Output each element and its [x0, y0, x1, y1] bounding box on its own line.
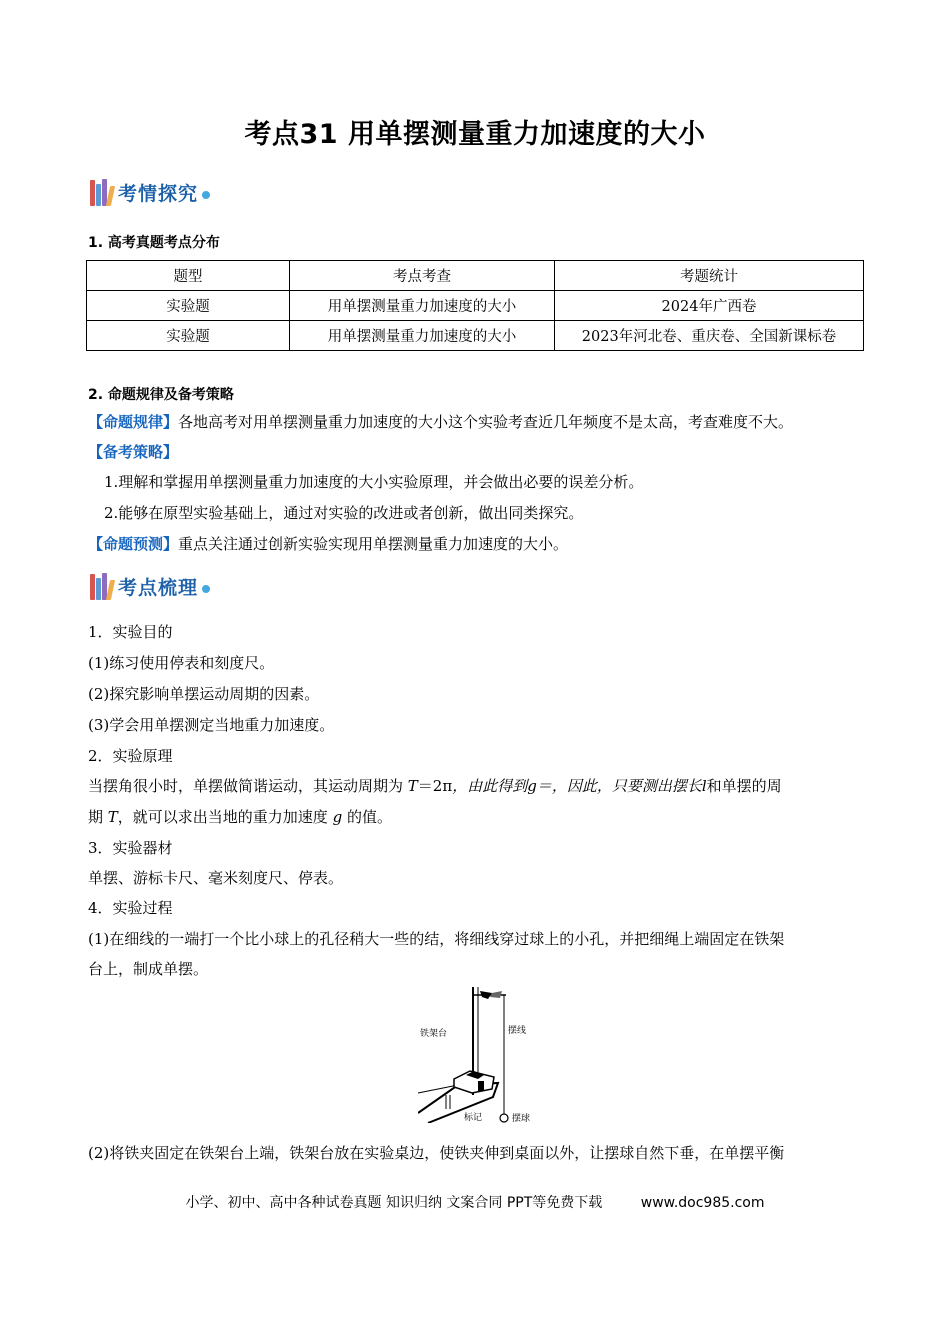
books-icon — [90, 572, 114, 600]
symbol-l: l — [701, 777, 707, 795]
dot-icon — [202, 191, 210, 199]
symbol-g: g — [332, 808, 343, 826]
banner-title: 考点梳理 — [118, 576, 199, 599]
label-stand: 铁架台 — [420, 1029, 448, 1039]
books-icon — [90, 178, 114, 206]
table-cell: 实验题 — [87, 321, 290, 351]
label-string: 摆线 — [508, 1026, 527, 1036]
section-heading: 2. 命题规律及备考策略 — [88, 387, 234, 403]
purpose-item: (1)练习使用停表和刻度尺。 — [88, 654, 275, 672]
exam-distribution-table — [86, 260, 864, 351]
process-step-line: (1)在细线的一端打一个比小球上的孔径稍大一些的结，将细线穿过球上的小孔，并把细绳上端固定在铁架 — [88, 930, 785, 948]
rule-text: 各地高考对用单摆测量重力加速度的大小这个实验考查近几年频度不是太高，考查难度不大。 — [178, 413, 794, 431]
table-header: 题型 — [87, 261, 290, 291]
strategy-item: 1.理解和掌握用单摆测量重力加速度的大小实验原理，并会做出必要的误差分析。 — [104, 473, 644, 491]
page-title: 考点31 用单摆测量重力加速度的大小 — [244, 119, 706, 150]
strategy-label-line — [88, 441, 178, 462]
section-banner-analysis — [90, 175, 210, 209]
principle-heading: 2．实验原理 — [88, 747, 173, 765]
process-step-line: (2)将铁夹固定在铁架台上端，铁架台放在实验桌边，使铁夹伸到桌面以外，让摆球自然下垂，在单摆平衡 — [88, 1144, 785, 1162]
rule-paragraph — [88, 411, 793, 432]
purpose-item: (2)探究影响单摆运动周期的因素。 — [88, 685, 320, 703]
table-cell: 用单摆测量重力加速度的大小 — [290, 321, 555, 351]
equipment-text: 单摆、游标卡尺、毫米刻度尺、停表。 — [88, 869, 344, 887]
pendulum-apparatus-figure — [418, 985, 538, 1123]
rule-label: 【命题规律】 — [88, 413, 179, 431]
dot-icon — [202, 585, 210, 593]
predict-paragraph — [88, 533, 568, 554]
table-cell: 用单摆测量重力加速度的大小 — [290, 291, 555, 321]
symbol-T: T — [107, 808, 118, 826]
text-run: 的值。 — [342, 808, 392, 826]
text-run: 当摆角很小时，单摆做简谐运动，其运动周期为 — [88, 777, 408, 795]
section-banner-review — [90, 569, 210, 603]
strategy-label: 【备考策略】 — [88, 443, 179, 461]
process-heading: 4．实验过程 — [88, 899, 173, 917]
symbol-T: T — [407, 777, 418, 795]
text-run: ＝，因此，只要测出摆长 — [536, 777, 702, 795]
text-run: 和单摆的周 — [706, 777, 782, 795]
predict-text: 重点关注通过创新实验实现用单摆测量重力加速度的大小。 — [178, 535, 569, 553]
table-header: 考题统计 — [555, 261, 864, 291]
page-footer — [0, 1192, 950, 1212]
table-header-row — [87, 261, 864, 291]
strategy-item: 2.能够在原型实验基础上，通过对实验的改进或者创新，做出同类探究。 — [104, 504, 584, 522]
footer-link[interactable]: www.doc985.com — [640, 1195, 765, 1211]
footer-text: 小学、初中、高中各种试卷真题 知识归纳 文案合同 PPT等免费下载 — [185, 1195, 603, 1211]
table-cell: 2023年河北卷、重庆卷、全国新课标卷 — [555, 321, 864, 351]
text-run: 期 — [88, 808, 108, 826]
text-run: ，由此得到 — [452, 777, 528, 795]
table-cell: 2024年广西卷 — [555, 291, 864, 321]
table-cell: 实验题 — [87, 291, 290, 321]
label-mark: 标记 — [464, 1113, 483, 1123]
table-row — [87, 321, 864, 351]
purpose-heading: 1．实验目的 — [88, 623, 173, 641]
text-run: ＝2π — [417, 777, 453, 795]
process-step-line: 台上，制成单摆。 — [88, 960, 209, 978]
table-row — [87, 291, 864, 321]
table-header: 考点考查 — [290, 261, 555, 291]
purpose-item: (3)学会用单摆测定当地重力加速度。 — [88, 716, 335, 734]
label-ball: 摆球 — [512, 1114, 531, 1123]
equipment-heading: 3．实验器材 — [88, 839, 173, 857]
principle-line — [88, 806, 392, 827]
section-heading: 1. 高考真题考点分布 — [88, 235, 220, 251]
principle-line — [88, 775, 782, 796]
text-run: ，就可以求出当地的重力加速度 — [117, 808, 333, 826]
predict-label: 【命题预测】 — [88, 535, 179, 553]
banner-title: 考情探究 — [118, 182, 199, 205]
symbol-g: g — [527, 777, 537, 795]
